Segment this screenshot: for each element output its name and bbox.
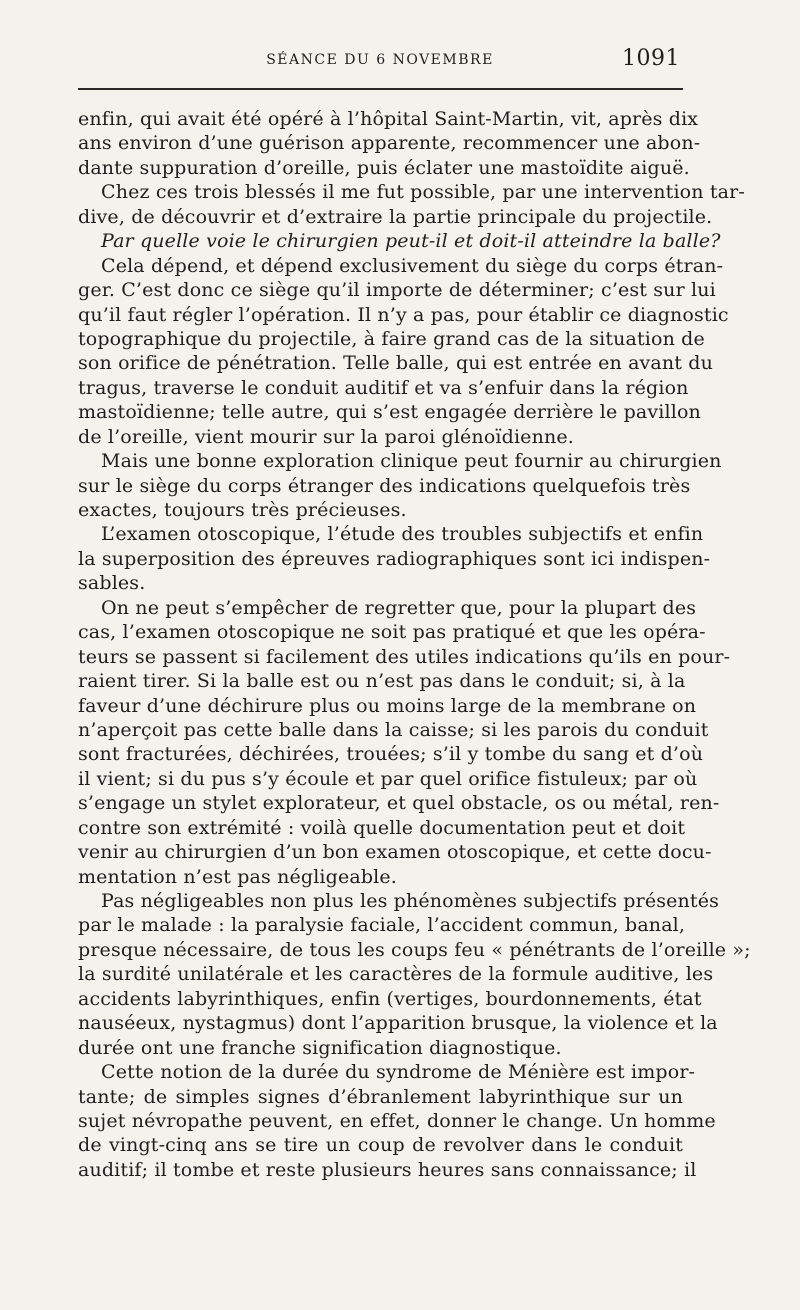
text-line: accidents labyrinthiques, enfin (vertiges, bourdonnements, état bbox=[78, 987, 702, 1010]
page-number: 1091 bbox=[622, 46, 680, 71]
text-line: qu’il faut régler l’opération. Il n’y a pas, pour établir ce diagnostic bbox=[78, 303, 729, 326]
italic-heading: Par quelle voie le chirurgien peut-il et doit-il atteindre la balle? bbox=[101, 230, 721, 253]
text-line: Chez ces trois blessés il me fut possible, par une intervention tar- bbox=[101, 181, 745, 204]
text-line: mastoïdienne; telle autre, qui s’est engagée derrière le pavillon bbox=[78, 401, 701, 424]
text-line: venir au chirurgien d’un bon examen otoscopique, et cette docu- bbox=[78, 841, 712, 864]
text-line: nauséeux, nystagmus) dont l’apparition brusque, la violence et la bbox=[78, 1012, 718, 1035]
text-line: sujet névropathe peuvent, en effet, donner le change. Un homme bbox=[78, 1109, 716, 1132]
text-line: teurs se passent si facilement des utiles indications qu’ils en pour- bbox=[78, 645, 731, 668]
text-line: enfin, qui avait été opéré à l’hôpital Saint-Martin, vit, après dix bbox=[78, 108, 699, 130]
header-rule bbox=[78, 88, 683, 90]
text-line: tante; de simples signes d’ébranlement labyrinthique sur un bbox=[78, 1085, 683, 1108]
text-line: presque nécessaire, de tous les coups feu « pénétrants de l’oreille »; bbox=[78, 938, 751, 961]
text-line: mentation n’est pas négligeable. bbox=[78, 865, 397, 888]
running-header bbox=[78, 46, 682, 74]
text-line: il vient; si du pus s’y écoule et par quel orifice fistuleux; par où bbox=[78, 767, 698, 790]
text-line: Cela dépend, et dépend exclusivement du siège du corps étran- bbox=[101, 254, 724, 277]
text-line: par le malade : la paralysie faciale, l’accident commun, banal, bbox=[78, 914, 686, 937]
text-line: sont fracturées, déchirées, trouées; s’il y tombe du sang et d’où bbox=[78, 743, 704, 766]
text-line: L’examen otoscopique, l’étude des troubles subjectifs et enfin bbox=[101, 523, 704, 546]
text-line: sables. bbox=[78, 572, 146, 595]
text-line: s’engage un stylet explorateur, et quel obstacle, os ou métal, ren- bbox=[78, 792, 720, 815]
text-line: durée ont une franche signification diagnostique. bbox=[78, 1036, 562, 1059]
text-line: dive, de découvrir et d’extraire la partie principale du projectile. bbox=[78, 205, 713, 228]
text-line: Cette notion de la durée du syndrome de Ménière est impor- bbox=[101, 1061, 696, 1084]
text-line: contre son extrémité : voilà quelle documentation peut et doit bbox=[78, 816, 686, 839]
text-line: son orifice de pénétration. Telle balle, qui est entrée en avant du bbox=[78, 352, 713, 375]
text-line: ans environ d’une guérison apparente, recommencer une abon- bbox=[78, 132, 701, 155]
text-line: ger. C’est donc ce siège qu’il importe de déterminer; c’est sur lui bbox=[78, 279, 716, 302]
text-line: topographique du projectile, à faire grand cas de la situation de bbox=[78, 327, 705, 350]
text-line: faveur d’une déchirure plus ou moins large de la membrane on bbox=[78, 694, 697, 717]
header-title: SÉANCE DU 6 NOVEMBRE bbox=[266, 52, 494, 68]
text-line: n’aperçoit pas cette balle dans la caisse; si les parois du conduit bbox=[78, 718, 709, 741]
text-line: exactes, toujours très précieuses. bbox=[78, 499, 407, 521]
text-line: la surdité unilatérale et les caractères de la formule auditive, les bbox=[78, 963, 714, 986]
text-line: Mais une bonne exploration clinique peut fournir au chirurgien bbox=[101, 450, 722, 473]
text-line: de vingt-cinq ans se tire un coup de revolver dans le conduit bbox=[78, 1134, 683, 1157]
text-line: sur le siège du corps étranger des indications quelquefois très bbox=[78, 474, 691, 497]
text-line: la superposition des épreuves radiographiques sont ici indispen- bbox=[78, 547, 711, 570]
text-line: Pas négligeables non plus les phénomènes subjectifs présentés bbox=[101, 890, 719, 912]
text-line: raient tirer. Si la balle est ou n’est pas dans le conduit; si, à la bbox=[78, 670, 686, 693]
text-line: cas, l’examen otoscopique ne soit pas pratiqué et que les opéra- bbox=[78, 621, 706, 644]
text-line: dante suppuration d’oreille, puis éclater une mastoïdite aiguë. bbox=[78, 156, 690, 179]
body-text bbox=[78, 107, 751, 1182]
text-line: tragus, traverse le conduit auditif et va s’enfuir dans la région bbox=[78, 376, 689, 399]
text-line: On ne peut s’empêcher de regretter que, pour la plupart des bbox=[101, 596, 697, 619]
text-line: de l’oreille, vient mourir sur la paroi glénoïdienne. bbox=[78, 425, 574, 448]
text-line: auditif; il tombe et reste plusieurs heures sans connaissance; il bbox=[78, 1158, 697, 1181]
